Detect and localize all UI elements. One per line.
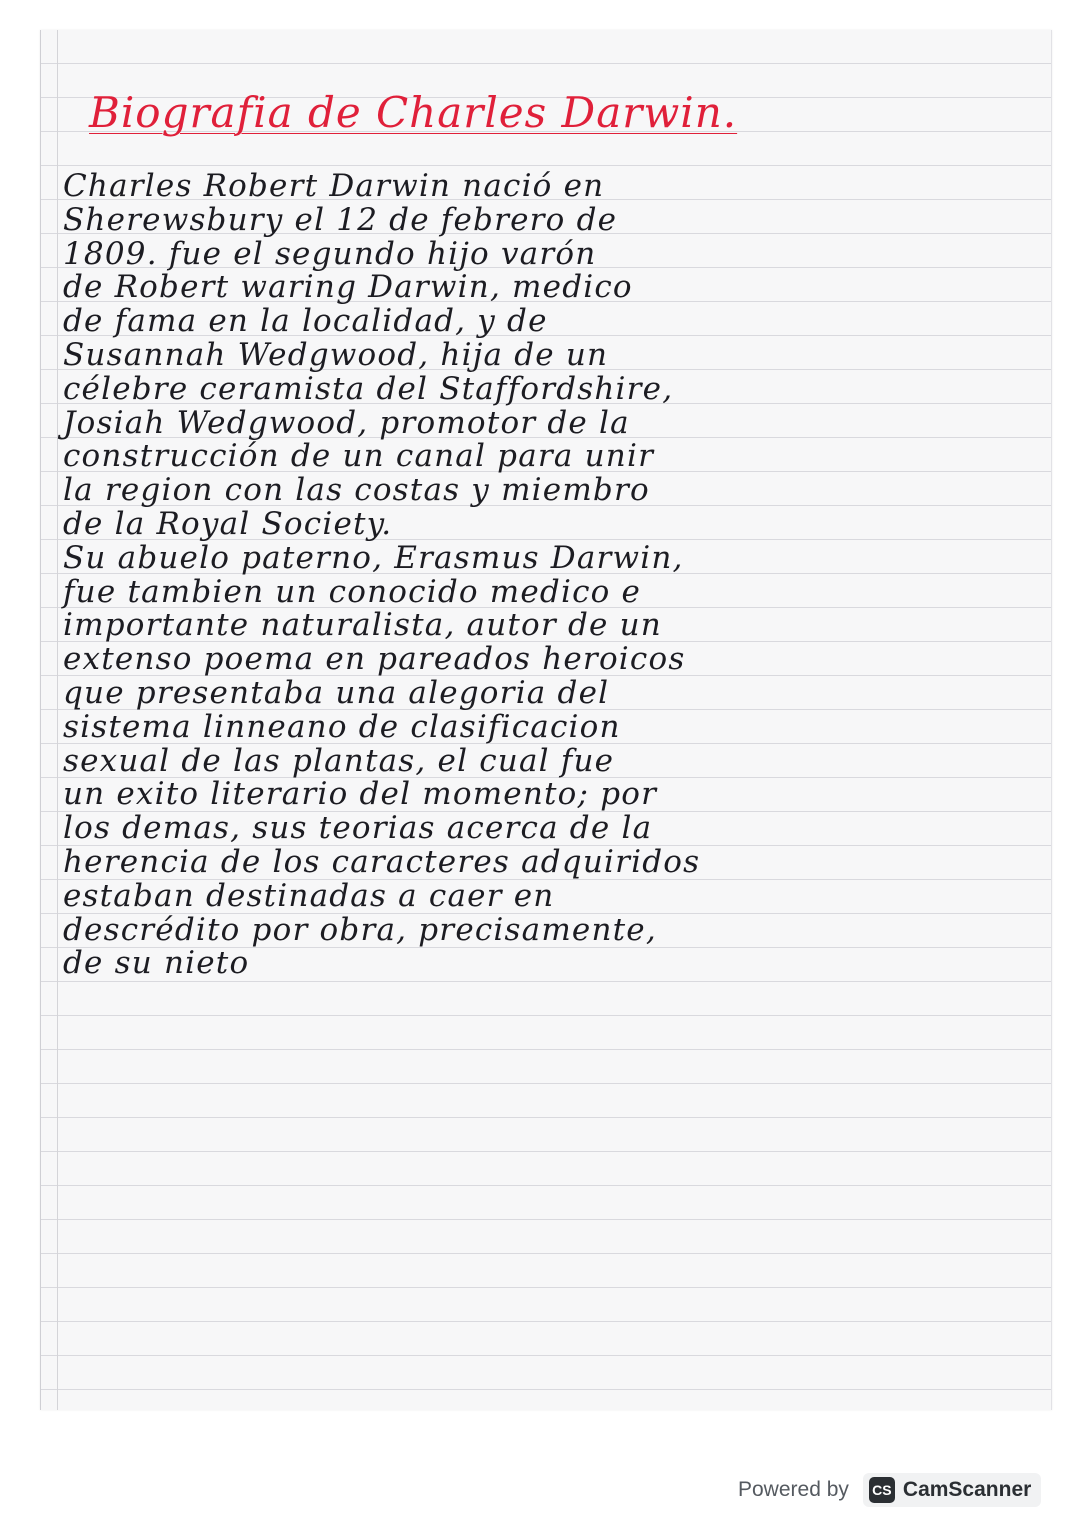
- text-line: célebre ceramista del Staffordshire,: [63, 370, 674, 407]
- page-title: Biografia de Charles Darwin.: [89, 88, 738, 137]
- powered-by-label: Powered by: [738, 1478, 849, 1501]
- text-line: que presentaba una alegoria del: [63, 674, 610, 711]
- text-line: descrédito por obra, precisamente,: [63, 911, 657, 948]
- text-line: Charles Robert Darwin nació en: [63, 168, 605, 204]
- text-line: la region con las costas y miembro: [63, 472, 650, 509]
- text-line: un exito literario del momento; por: [63, 776, 658, 813]
- text-line: sexual de las plantas, el cual fue: [63, 742, 615, 779]
- handwritten-text: [63, 170, 1038, 981]
- text-line: los demas, sus teorias acerca de la: [63, 810, 653, 847]
- text-line: Su abuelo paterno, Erasmus Darwin,: [63, 539, 684, 576]
- margin-line: [57, 30, 58, 1410]
- text-line: extenso poema en pareados heroicos: [63, 641, 686, 678]
- text-line: de su nieto: [63, 945, 250, 982]
- text-line: de la Royal Society.: [63, 505, 393, 542]
- text-line: importante naturalista, autor de un: [63, 607, 662, 644]
- text-line: Sherewsbury el 12 de febrero de: [63, 201, 618, 238]
- notebook-page: [40, 30, 1052, 1410]
- text-line: Josiah Wedgwood, promotor de la: [63, 404, 630, 441]
- camscanner-logo: [863, 1473, 1041, 1507]
- text-line: Susannah Wedgwood, hija de un: [63, 336, 609, 373]
- camscanner-name: CamScanner: [902, 1478, 1032, 1501]
- text-line: estaban destinadas a caer en: [63, 877, 555, 914]
- text-line: herencia de los caracteres adquiridos: [63, 843, 701, 880]
- text-line: de Robert waring Darwin, medico: [63, 269, 633, 306]
- text-line: 1809. fue el segundo hijo varón: [63, 235, 597, 272]
- scanner-watermark: [738, 1468, 1041, 1512]
- text-line: de fama en la localidad, y de: [63, 303, 548, 340]
- text-line: sistema linneano de clasificacion: [63, 708, 621, 745]
- text-line: fue tambien un conocido medico e: [63, 573, 642, 610]
- camscanner-icon: CS: [869, 1477, 895, 1503]
- text-line: construcción de un canal para unir: [63, 438, 655, 475]
